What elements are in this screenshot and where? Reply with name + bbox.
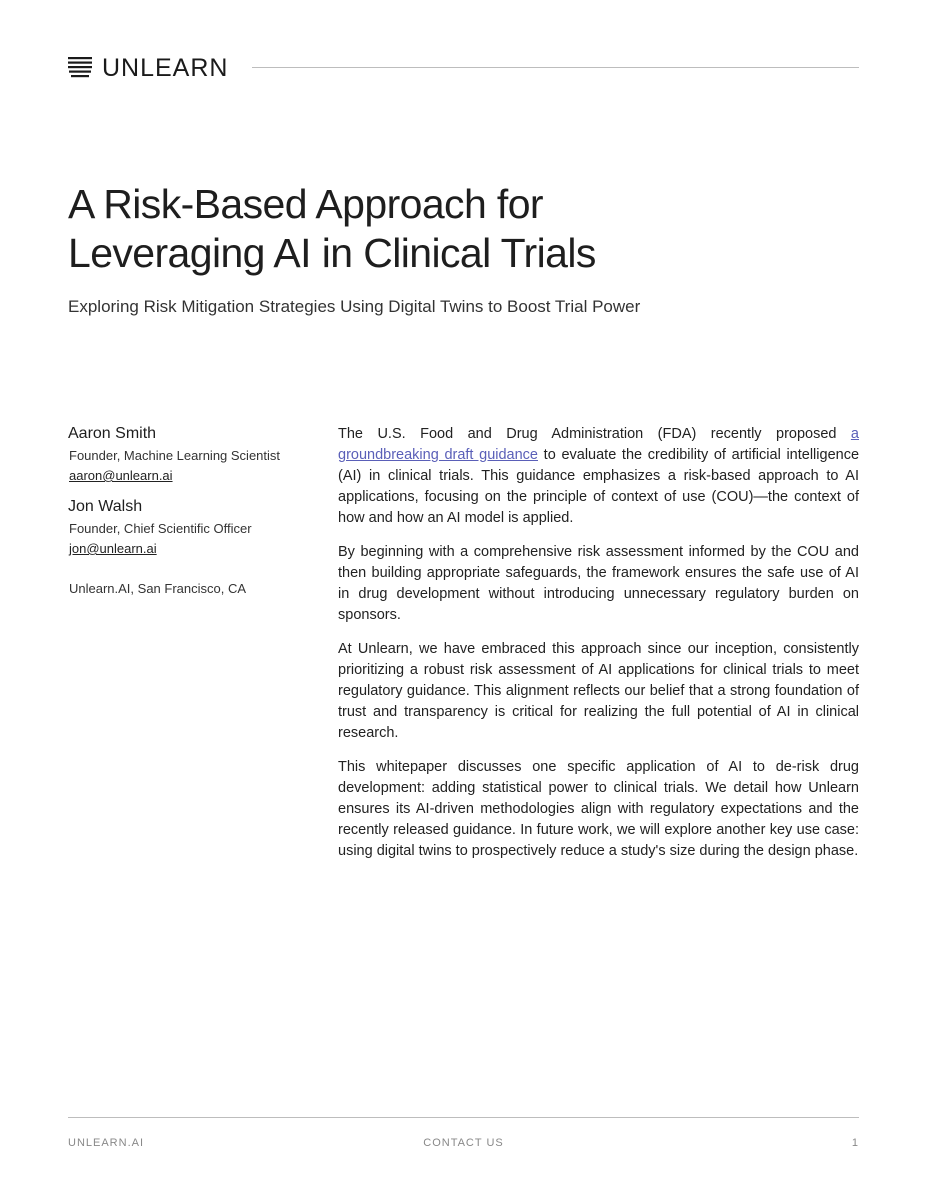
author-name: Aaron Smith <box>68 425 157 442</box>
author-block <box>68 425 318 486</box>
paragraph: By beginning with a comprehensive risk assessment informed by the COU and then building appropriate safeguards, the framework ensures the safe use of AI in drug development without introducing unnecessary regulatory burden on sponsors. <box>338 544 859 623</box>
author-email-link[interactable]: aaron@unlearn.ai <box>69 468 173 483</box>
paragraph: At Unlearn, we have embraced this approach since our inception, consistently prioritizing a robust risk assessment of AI applications for clinical trials to meet regulatory guidance. This alignment reflects our belief that a strong foundation of trust and transparency is critical for realizing the full potential of AI in clinical research. <box>338 641 859 741</box>
author-role: Founder, Chief Scientific Officer <box>69 521 252 536</box>
header-divider <box>252 67 859 68</box>
affiliation: Unlearn.AI, San Francisco, CA <box>69 581 247 596</box>
title-line-2: Leveraging AI in Clinical Trials <box>68 230 596 276</box>
page-subtitle: Exploring Risk Mitigation Strategies Using Digital Twins to Boost Trial Power <box>68 297 641 316</box>
author-email-link[interactable]: jon@unlearn.ai <box>69 541 157 556</box>
paragraph <box>338 424 859 529</box>
footer-site-link[interactable]: UNLEARN.AI <box>68 1137 145 1149</box>
logo-text: UNLEARN <box>102 53 229 82</box>
authors-column <box>68 425 318 596</box>
body-text <box>338 424 859 875</box>
paragraph: This whitepaper discusses one specific application of AI to de-risk drug development: adding statistical power to clinical trials. We detail how Unlearn ensures its AI-driven methodologies align with regulatory expectations and the recently released guidance. In future work, we will explore another key use case: using digital twins to prospectively reduce a study's size during the design phase. <box>338 759 859 859</box>
paragraph-text: The U.S. Food and Drug Administration (FDA) recently proposed <box>338 426 851 442</box>
footer-divider <box>68 1117 859 1118</box>
paragraph-text: to evaluate the credibility of artificial intelligence (AI) in clinical trials. This guidance emphasizes a risk-based approach to AI applications, focusing on the principle of context of use (COU)—the context of how and how an AI model is applied. <box>338 447 860 526</box>
author-name: Jon Walsh <box>68 498 143 515</box>
contact-us-link[interactable]: CONTACT US <box>423 1137 504 1149</box>
unlearn-logo[interactable] <box>68 54 228 82</box>
unlearn-logo-icon <box>68 56 92 80</box>
draft-guidance-link[interactable]: a groundbreaking draft guidance <box>338 426 859 463</box>
author-role: Founder, Machine Learning Scientist <box>69 448 281 463</box>
author-block <box>68 498 318 559</box>
page-header <box>68 54 859 82</box>
page-title <box>68 180 868 278</box>
page-number: 1 <box>851 1137 859 1149</box>
title-line-1: A Risk-Based Approach for <box>68 181 543 227</box>
